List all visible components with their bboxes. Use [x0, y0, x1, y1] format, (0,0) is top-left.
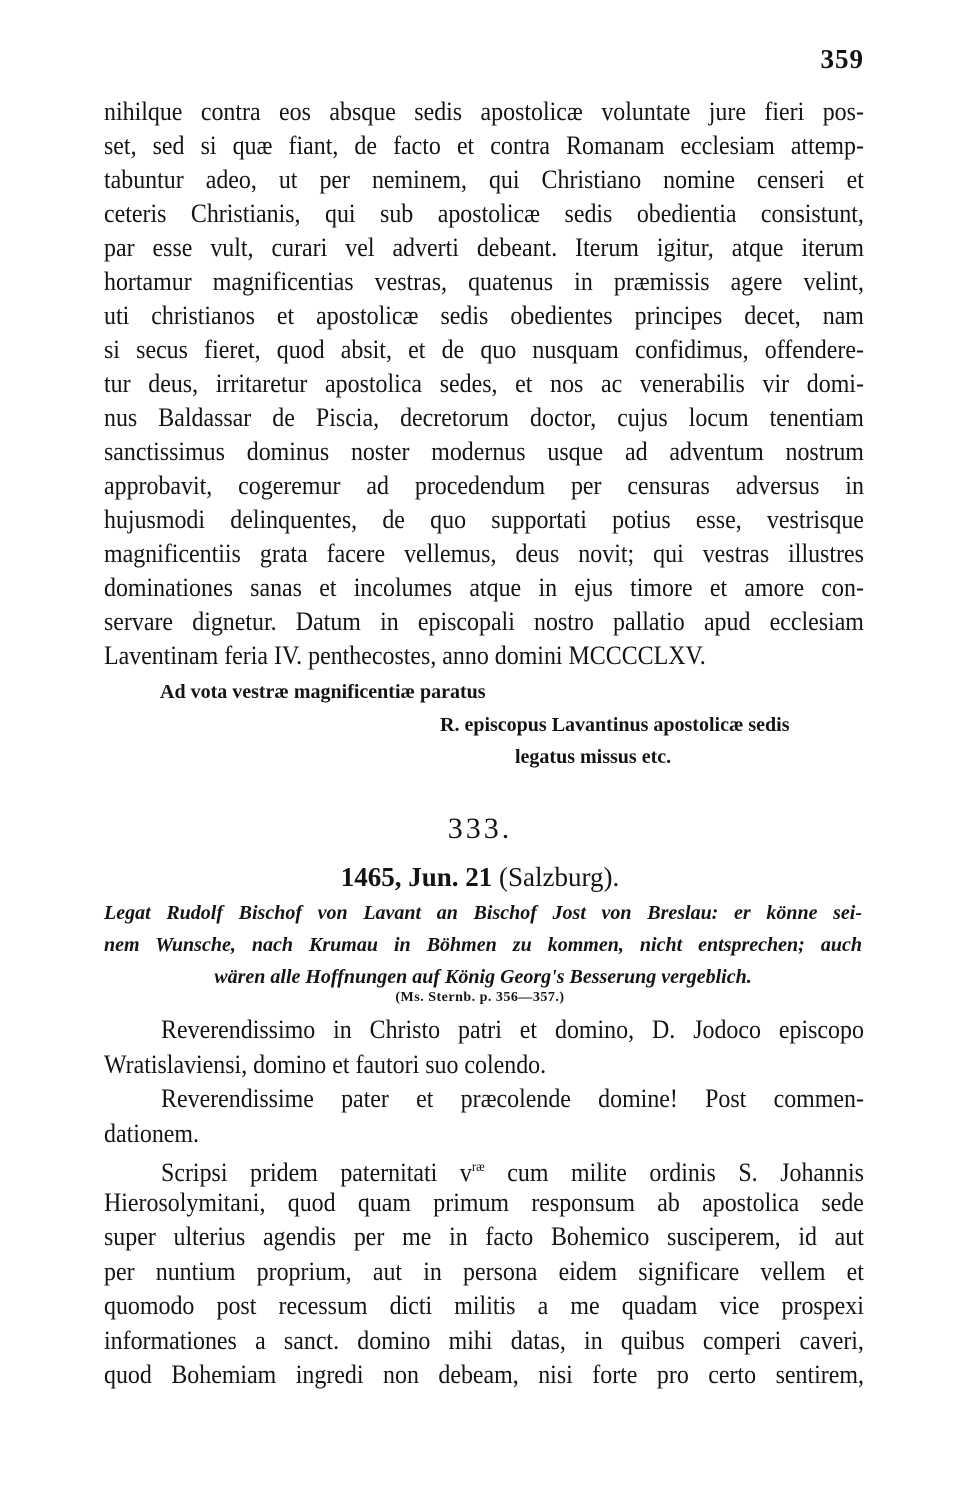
signature-closing: Ad vota vestræ magnificentiæ paratus	[160, 681, 486, 703]
text-line: par esse vult, curari vel adverti debeant. Iterum igitur, atque iterum	[104, 233, 864, 262]
letter-address-line: Reverendissimo in Christo patri et domino, D. Jodoco episcopo	[161, 1015, 864, 1044]
page-number: 359	[820, 44, 864, 74]
letter-salutation-line: Reverendissime pater et præcolende domine! Post commen-	[161, 1084, 864, 1113]
text-line: hortamur magnificentias vestras, quatenus in præmissis agere velint,	[104, 267, 864, 296]
text-line: si secus fieret, quod absit, et de quo nusquam confidimus, offendere-	[104, 335, 864, 364]
letter-body-line: super ulterius agendis per me in facto Bohemico susciperem, id aut	[104, 1222, 864, 1251]
letter-body-line: per nuntium proprium, aut in persona eidem significare vellem et	[104, 1256, 864, 1286]
text-line: Laventinam feria IV. penthecostes, anno domini MCCCCLXV.	[104, 641, 706, 670]
text-line: sanctissimus dominus noster modernus usque ad adventum nostrum	[104, 437, 864, 466]
text-line: tur deus, irritaretur apostolica sedes, et nos ac venerabilis vir domi-	[104, 369, 864, 398]
letter-body-line: Hierosolymitani, quod quam primum responsum ab apostolica sede	[104, 1187, 864, 1217]
text-line: ceteris Christianis, qui sub apostolicæ sedis obedientia consistunt,	[104, 199, 864, 228]
summary-line: nem Wunsche, nach Krumau in Böhmen zu kommen, nicht entsprechen; auch	[104, 934, 862, 956]
text-line: hujusmodi delinquentes, de quo supportati potius esse, vestrisque	[104, 505, 864, 534]
letter-body-line: quod Bohemiam ingredi non debeam, nisi forte pro certo sentirem,	[104, 1360, 864, 1389]
text-line: uti christianos et apostolicæ sedis obedientes principes decet, nam	[104, 301, 864, 330]
letter-text: Scripsi pridem paternitati v	[161, 1158, 472, 1187]
letter-body	[104, 1013, 864, 1393]
summary-line: wären alle Hoffnungen auf König Georg's Besserung vergeblich.	[214, 966, 752, 988]
text-line: nus Baldassar de Piscia, decretorum doctor, cujus locum tenentiam	[104, 403, 864, 432]
letter-body-line: quomodo post recessum dicti militis a me quadam vice prospexi	[104, 1291, 864, 1320]
letter-salutation-line: dationem.	[104, 1118, 200, 1148]
text-line: tabuntur adeo, ut per neminem, qui Christiano nomine censeri et	[104, 165, 864, 194]
document-summary	[104, 897, 862, 993]
text-line: nihilque contra eos absque sedis apostolicæ voluntate jure fieri pos-	[104, 97, 864, 126]
source-reference: (Ms. Sternb. p. 356—357.)	[395, 990, 565, 1005]
text-line: servare dignetur. Datum in episcopali nostro pallatio apud ecclesiam	[104, 607, 864, 636]
text-line: approbavit, cogeremur ad procedendum per censuras adversus in	[104, 471, 864, 500]
text-line: magnificentiis grata facere vellemus, deus novit; qui vestras illustres	[104, 539, 864, 568]
top-paragraph	[104, 95, 864, 673]
document-number: 333.	[447, 812, 513, 845]
signature-name: R. episcopus Lavantinus apostolicæ sedis	[440, 714, 790, 736]
letter-text: cum milite ordinis S. Johannis	[484, 1158, 864, 1187]
text-line: dominationes sanas et incolumes atque in ejus timore et amore con-	[104, 573, 864, 602]
superscript-abbreviation: ræ	[471, 1160, 485, 1175]
letter-body-line: informationes a sanct. domino mihi datas, in quibus comperi caveri,	[104, 1325, 864, 1355]
document-date	[0, 862, 960, 893]
letter-address-line: Wratislaviensi, domino et fautori suo colendo.	[104, 1049, 547, 1079]
letter-body-line	[104, 1151, 864, 1186]
date-place: (Salzburg).	[499, 862, 620, 892]
text-line: set, sed si quæ fiant, de facto et contra Romanam ecclesiam attemp-	[104, 131, 864, 160]
date-text: 1465, Jun. 21	[340, 862, 493, 892]
signature-title: legatus missus etc.	[515, 746, 672, 768]
summary-line: Legat Rudolf Bischof von Lavant an Bischof Jost von Breslau: er könne sei-	[104, 902, 862, 924]
